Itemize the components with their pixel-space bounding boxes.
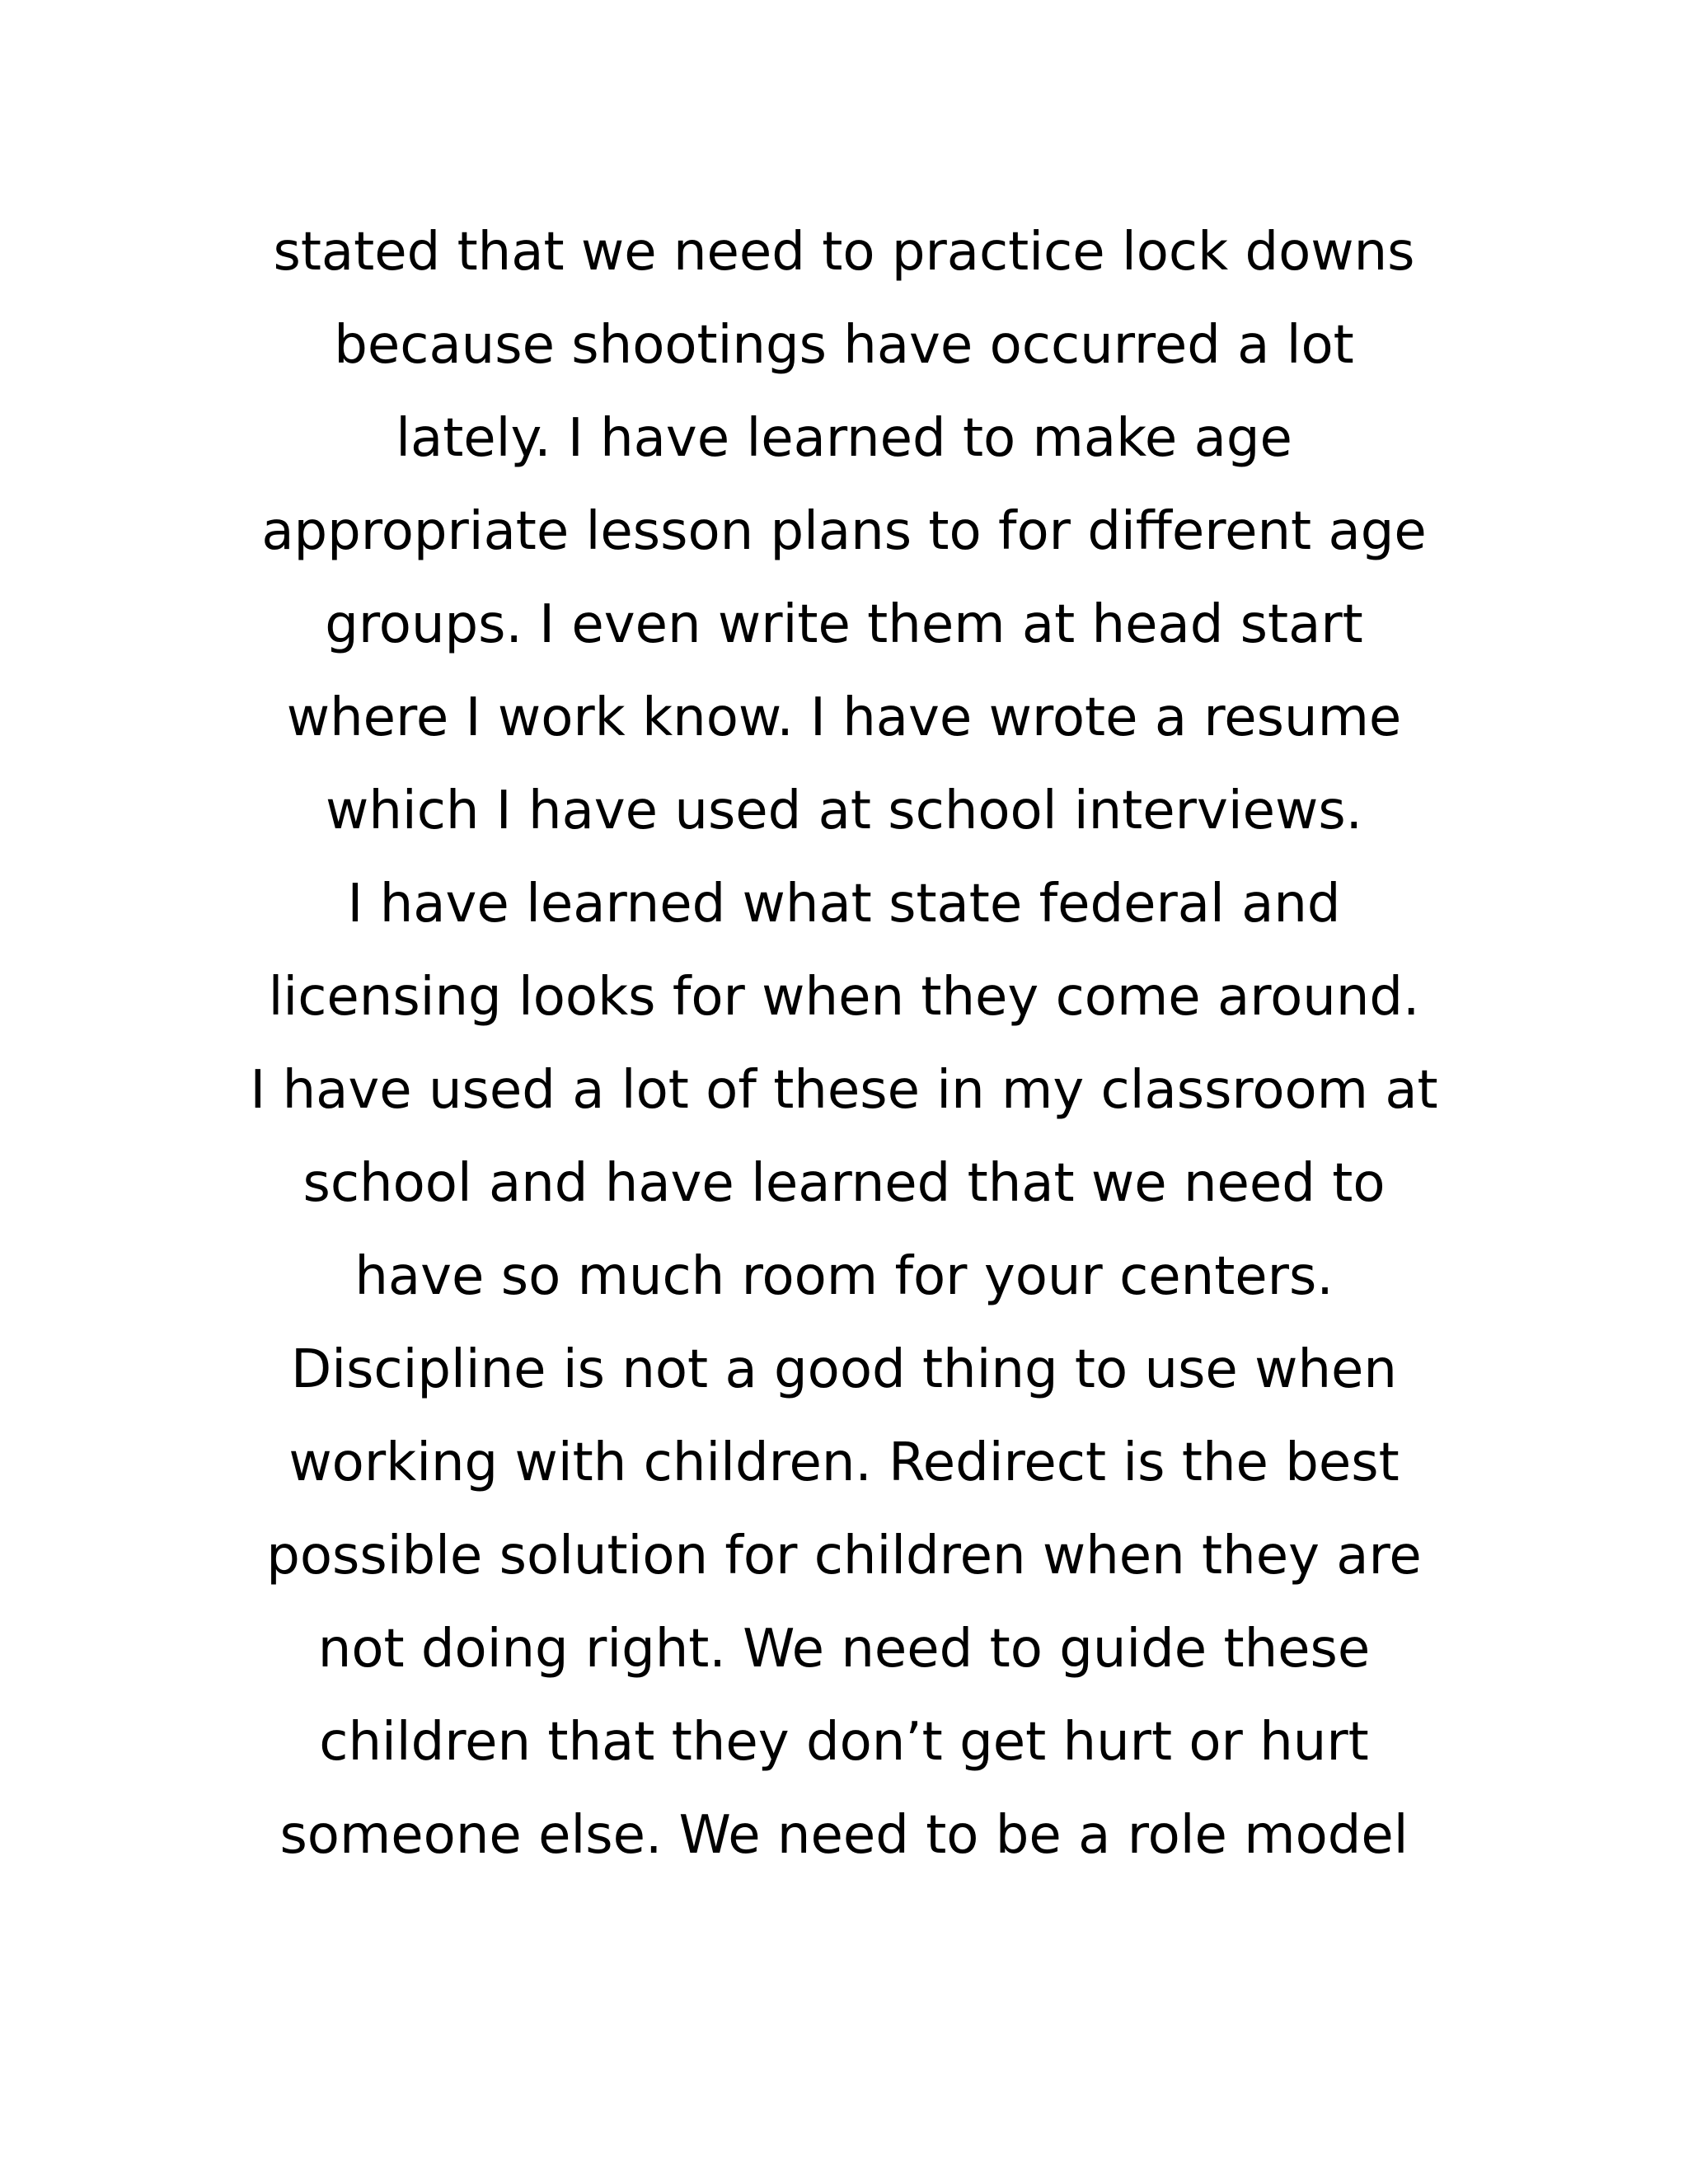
text-line: lately. I have learned to make age [396,408,1292,469]
text-line: I have used a lot of these in my classroom at [250,1060,1438,1121]
text-line: children that they don’t get hurt or hurt [319,1712,1369,1773]
text-line: Discipline is not a good thing to use when [291,1339,1397,1400]
text-line: licensing looks for when they come around. [268,967,1420,1028]
text-line: because shootings have occurred a lot [334,315,1354,376]
text-line: working with children. Redirect is the best [288,1432,1400,1493]
body-text [132,206,1556,1882]
text-line: someone else. We need to be a role model [279,1805,1409,1866]
text-line: stated that we need to practice lock downs [273,222,1415,283]
text-line: groups. I even write them at head start [325,594,1363,655]
text-line: appropriate lesson plans to for different age [261,501,1427,562]
text-line: which I have used at school interviews. [326,780,1362,841]
text-line: possible solution for children when they are [266,1526,1422,1586]
text-line: not doing right. We need to guide these [317,1619,1371,1680]
text-line: school and have learned that we need to [302,1153,1386,1214]
text-line: where I work know. I have wrote a resume [286,687,1402,748]
text-line: I have learned what state federal and [347,874,1341,935]
text-line: have so much room for your centers. [354,1246,1334,1307]
